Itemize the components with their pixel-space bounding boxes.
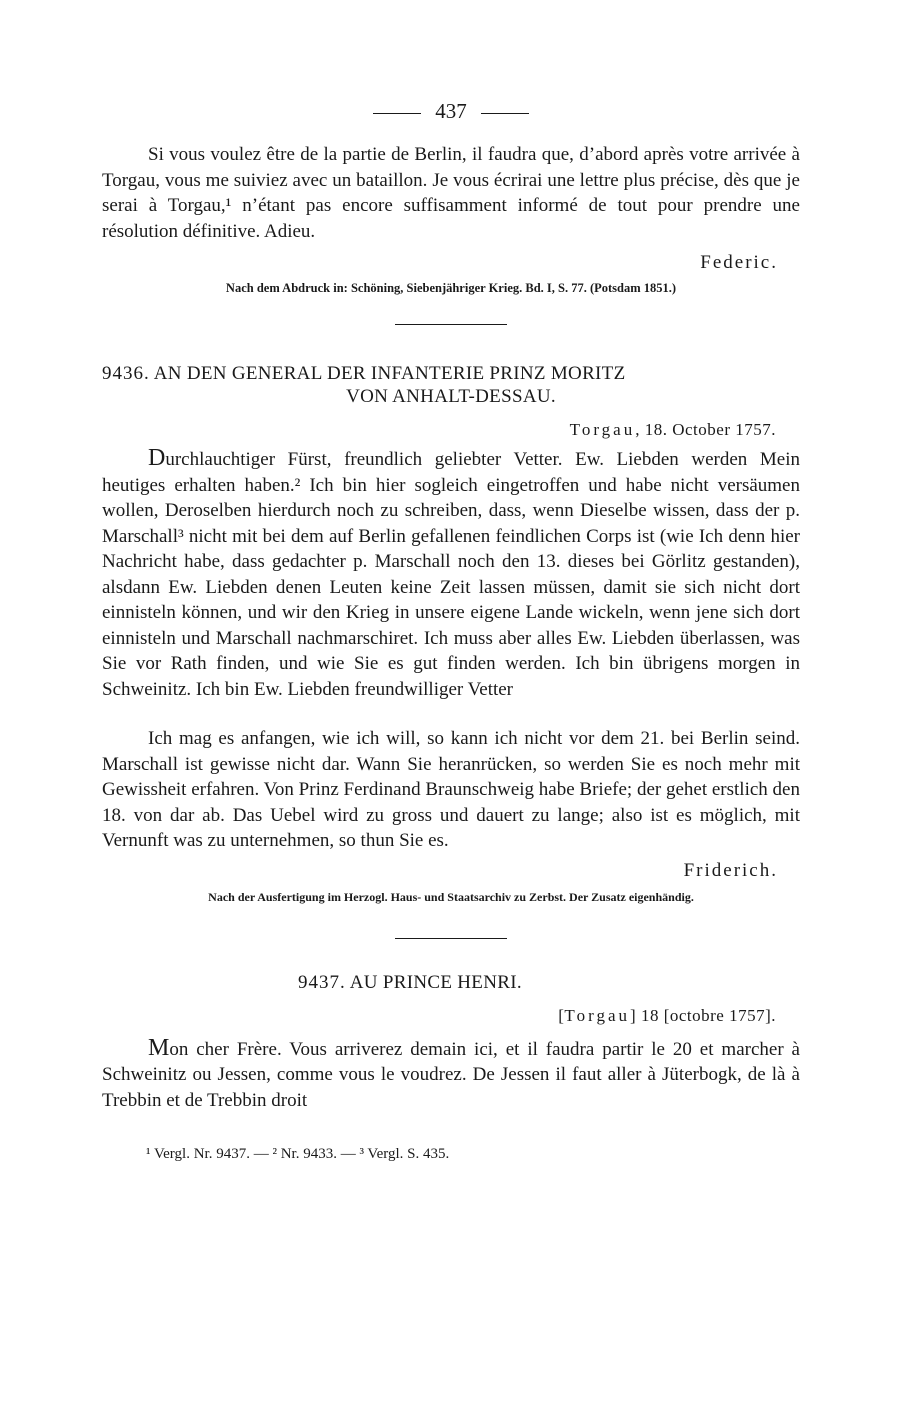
letter-prev-source: Nach dem Abdruck in: Schöning, Siebenjähriger Krieg. Bd. I, S. 77. (Potsdam 1851.) — [225, 281, 677, 295]
letter-9437-heading-text: AU PRINCE HENRI. — [349, 971, 522, 993]
letter-9436-number: 9436. — [102, 363, 150, 384]
section-divider — [395, 938, 507, 939]
letter-9436-date: , 18. October 1757. — [635, 420, 776, 439]
letter-9436-heading-line2: VON ANHALT-DESSAU. — [346, 386, 556, 407]
letter-9437-drop-cap: M — [148, 1034, 170, 1061]
letter-9436-paragraph2: Ich mag es anfangen, wie ich will, so kann ich nicht vor dem 21. bei Berlin seind. Marschall ist gewisse nicht dar. Wann Sie heranrücken, so werden Sie es noch mehr mit Gewissheit erfahren. Von Prinz Ferdinand Braunschweig habe Briefe; der gehet erstlich den 18. von dar ab. Das Uebel wird zu gross und dauert zu lange; also ist es möglich, mit Vernunft was zu unternehmen, so thun Sie es. — [102, 728, 800, 851]
letter-9437-bracket: [ — [558, 1005, 565, 1025]
letter-9436-heading — [102, 362, 800, 408]
header-dash-right — [481, 113, 529, 114]
letter-9436-source: Nach der Ausfertigung im Herzogl. Haus- und Staatsarchiv zu Zerbst. Der Zusatz eigenhändig. — [208, 889, 694, 904]
letter-prev-signature: Federic. — [700, 252, 778, 273]
document-page — [102, 96, 800, 1165]
letter-9437-paragraph-text: on cher Frère. Vous arriverez demain ici, et il faudra partir le 20 et marcher à Schweinitz ou Jessen, comme vous le voudrez. De Jessen il faut aller à Jüterbogk, de là à Trebbin et de Trebbin droit — [102, 1038, 800, 1111]
page-header — [102, 96, 800, 126]
letter-9437-place: Torgau — [564, 1005, 631, 1025]
letter-9437-paragraph — [102, 1036, 800, 1114]
letter-9436-paragraph1 — [102, 446, 800, 702]
letter-9436-signature: Friderich. — [683, 859, 778, 881]
letter-9436-place: Torgau — [569, 420, 636, 439]
letter-9436-dateline — [102, 418, 800, 442]
letter-prev-paragraph: Si vous voulez être de la partie de Berlin, il faudra que, d’abord après votre arrivée à Torgau, vous me suiviez avec un bataillon. Je vous écrirai une lettre plus précise, dès que je serai à Torgau,¹ n’étant pas encore suffisamment informé de tout pour prendre une résolution définitive. Adieu. — [102, 144, 800, 242]
letter-9437-dateline — [102, 1004, 800, 1028]
letter-9436-paragraph1-text: urchlauchtiger Fürst, freundlich geliebter Vetter. Ew. Liebden werden Mein heutiges erhalten haben.² Ich bin hier sogleich eingetroffen und habe nicht versäumen wollen, Deroselben hierdurch noch zu schreiben, dass, wenn Dieselbe wissen, dass der p. Marschall³ nicht mit bei dem auf Berlin gefallenen feindlichen Corps ist (wie Ich denn hier Nachricht habe, dass gedachter p. Marschall noch den 13. dieses bei Görlitz gestanden), alsdann Ew. Liebden denen Leuten keine Zeit lassen müssen, damit sie sich nicht dort einnisteln können, und wir den Krieg in unsere eigene Lande wickeln, wenn jene sich dort einnisteln und Marschall nachmarschiret. Ich muss aber alles Ew. Liebden überlassen, was Sie vor Rath finden, und wie Sie es gut finden werden. Ich bin übrigens morgen in Schweinitz. Ich bin Ew. Liebden freundwilliger Vetter — [102, 449, 800, 700]
letter-9437-number: 9437. — [298, 971, 346, 993]
letter-9437-date: ] 18 [octobre 1757]. — [630, 1005, 776, 1025]
section-divider — [395, 324, 507, 325]
letter-9436-drop-cap: D — [148, 445, 166, 471]
footnotes: ¹ Vergl. Nr. 9437. — ² Nr. 9433. — ³ Vergl. S. 435. — [146, 1146, 450, 1162]
page-number: 437 — [435, 99, 467, 123]
letter-9436-heading-line1: AN DEN GENERAL DER INFANTERIE PRINZ MORITZ — [153, 363, 626, 384]
letter-9437-heading — [102, 971, 800, 994]
header-dash-left — [373, 113, 421, 114]
